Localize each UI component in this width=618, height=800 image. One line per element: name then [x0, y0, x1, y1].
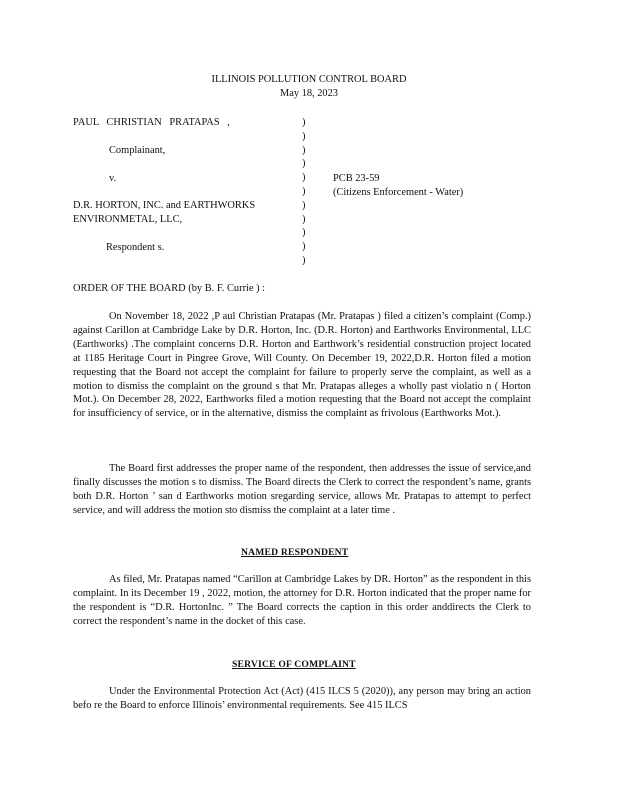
paragraph-intro: [73, 310, 531, 421]
complainant-name: PAUL CHRISTIAN PRATAPAS ,: [73, 117, 230, 128]
paren-mark: ): [302, 213, 306, 225]
respondent-label: Respondent s.: [106, 242, 165, 253]
paren-mark: ): [302, 254, 306, 266]
paragraph-service: [73, 685, 531, 713]
paragraph-named-respondent: [73, 573, 531, 629]
order-title: ORDER OF THE BOARD (by B. F. Currie ) :: [73, 283, 266, 294]
case-number: PCB 23-59: [333, 173, 380, 184]
paragraph-text: The Board first addresses the proper name of the respondent, then addresses the issue of service,and finally discusses the motion s to dismiss. The Board directs the Clerk to correct the respondent’s name, grants both D.R. Horton ’ san d Earthworks motion sregarding service, allows Mr. Pratapas to attempt to perfect service, and will address the motion sto dismiss the complaint at a later time .: [73, 463, 531, 516]
order-date: May 18, 2023: [279, 88, 338, 99]
paren-mark: ): [302, 185, 306, 197]
caption-parentheses: [302, 116, 312, 268]
complainant-label: Complainant,: [109, 145, 166, 156]
paragraph-text: As filed, Mr. Pratapas named “Carillon at Cambridge Lakes by DR. Horton” as the respondent in this complaint. In its December 19 , 2022, motion, the attorney for D.R. Horton indicated that the proper name for the respondent is “D.R. HortonInc. ” The Board corrects the caption in this order anddirects the Clerk to correct the respondent’s name in the docket of this case.: [73, 574, 531, 627]
case-type: (Citizens Enforcement - Water): [333, 187, 464, 198]
paren-mark: ): [302, 172, 306, 184]
paren-mark: ): [302, 117, 306, 128]
board-title: ILLINOIS POLLUTION CONTROL BOARD: [211, 74, 407, 85]
paragraph-text: Under the Environmental Protection Act (Act) (415 ILCS 5 (2020)), any person may bring an action befo re the Board to enforce Illinois’ environmental requirements. See 415 ILCS: [73, 686, 531, 711]
heading-service-of-complaint: SERVICE OF COMPLAINT: [232, 659, 356, 670]
paren-mark: ): [302, 144, 306, 156]
paren-mark: ): [302, 241, 306, 253]
paragraph-text: On November 18, 2022 ,P aul Christian Pratapas (Mr. Pratapas ) filed a citizen’s complaint (Comp.) against Carillon at Cambridge Lake by D.R. Horton, Inc. (D.R. Horton) and Earthworks Environmental, LLC (Earthworks) .The complaint concerns D.R. Horton and Earthwork’s residential construction project located at 1185 Heritage Court in Pingree Grove, Will County. On December 19, 2022,D.R. Horton filed a motion requesting that the Board not accept the complaint for failure to properly serve the complaint, as well as a motion to dismiss the complaint on the ground s that Mr. Pratapas alleges a wholly past violatio n ( Horton Mot.). On December 28, 2022, Earthworks filed a motion requesting that the Board not accept the complaint for insufficiency of service, or in the alternative, dismiss the complaint as frivolous (Earthworks Mot.).: [73, 311, 531, 420]
paren-mark: ): [302, 130, 306, 142]
paragraph-summary: [73, 462, 531, 518]
heading-named-respondent: NAMED RESPONDENT: [241, 547, 349, 558]
respondent-name-line1: D.R. HORTON, INC. and EARTHWORKS: [73, 200, 256, 211]
paren-mark: ): [302, 199, 306, 211]
paren-mark: ): [302, 158, 306, 170]
paren-mark: ): [302, 227, 306, 239]
respondent-name-line2: ENVIRONMETAL, LLC,: [73, 214, 183, 225]
versus-label: v.: [109, 173, 117, 184]
